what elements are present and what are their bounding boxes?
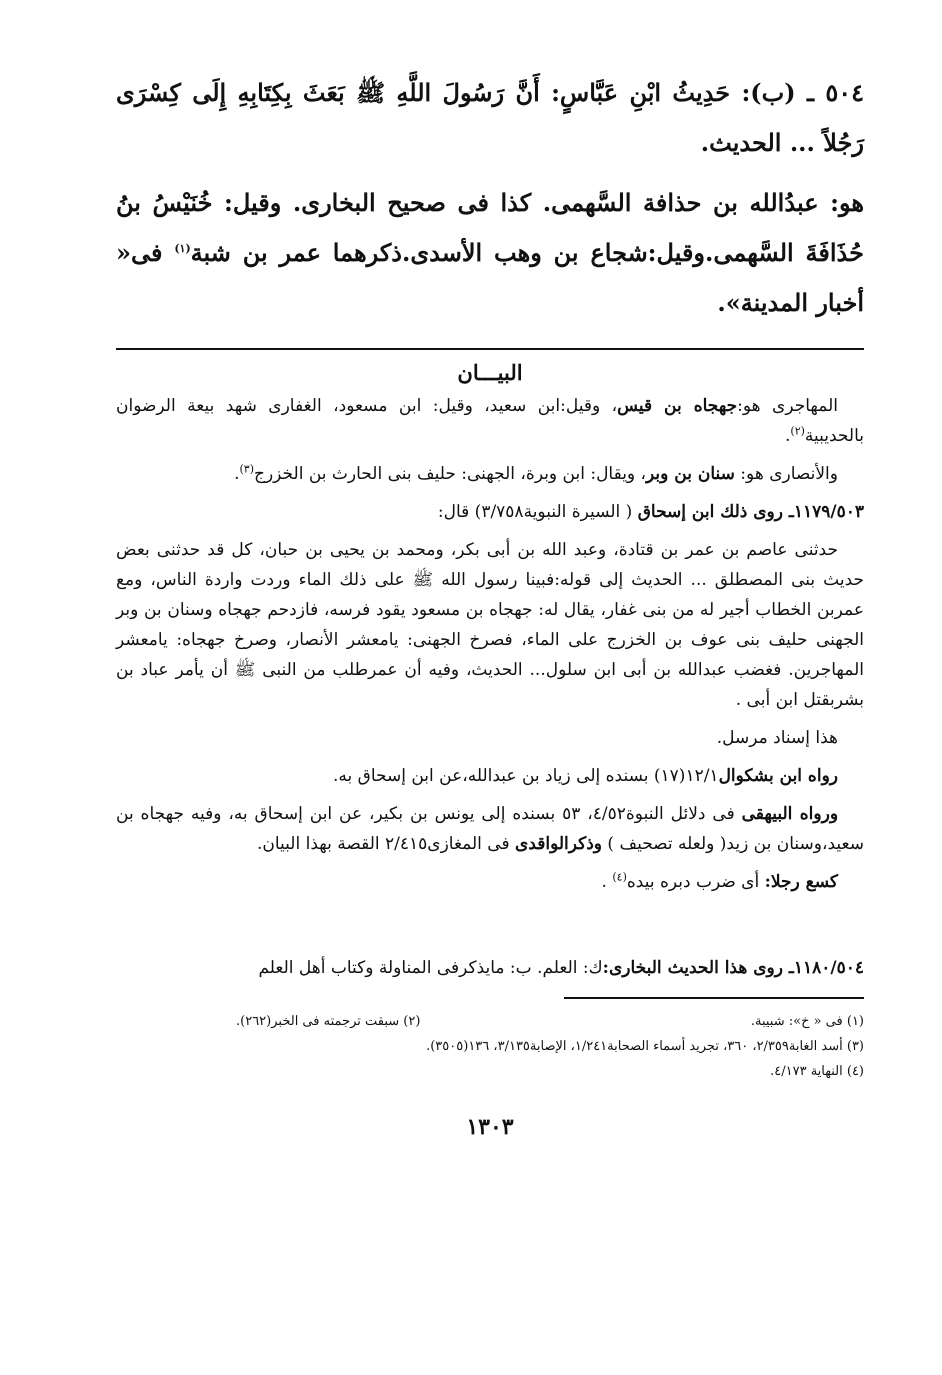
- hadith-number: ١١٧٩/٥٠٣ـ روى ذلك ابن إسحاق: [637, 502, 864, 522]
- paragraph-muhajiri: [116, 391, 864, 451]
- person-name: سنان بن وبر: [646, 464, 735, 484]
- text-run: فى المغازى٢/٤١٥ القصة بهذا البيان.: [256, 834, 515, 854]
- section-divider: [116, 348, 864, 350]
- paragraph-kasa: [116, 867, 864, 897]
- text-run: وذكرالواقدى: [515, 834, 603, 854]
- paragraph-ibn-ishaq-heading: [116, 497, 864, 527]
- text-run: .: [234, 464, 240, 484]
- text-run: والأنصارى هو:: [734, 464, 838, 484]
- bayan-section: [116, 391, 864, 897]
- paragraph-narration: حدثنى عاصم بن عمر بن قتادة، وعبد الله بن أبى بكر، ومحمد بن يحيى بن حبان، كل قد حدثنى بعض حديث بنى المصطلق ... الحديث إلى قوله:فبينا رسول الله ﷺ على ذلك الماء وردت واردة الناس، ومع عمربن الخطاب أجير له من بنى غفار، يقال له: جهجاه بن مسعود يقود فرسه، فازدحم جهجاه وسنان بن وبر الجهنى حليف بنى عوف بن الخزرج على الماء، فصرخ الجهنى: يامعشر الأنصار، وصرخ جهجاه: يامعشر المهاجرين. فغضب عبدالله بن أبى ابن سلول... الحديث، وفيه أن عمرطلب من النبى ﷺ أن يأمر عباد بن بشربقتل ابن أبى .: [116, 540, 864, 710]
- text-run: ، ويقال: ابن وبرة، الجهنى: حليف بنى الحارث بن الخزرج: [253, 464, 647, 484]
- footnote-ref: (٣): [239, 462, 254, 476]
- paragraph-isnad: هذا إسناد مرسل.: [716, 728, 838, 748]
- person-name: جهجاه بن قيس: [617, 396, 738, 416]
- bayan-title: البيـــان: [457, 360, 523, 385]
- paragraph-ansari: [116, 459, 864, 489]
- text-run: المهاجرى هو:: [737, 396, 839, 416]
- footnotes: [116, 1009, 864, 1084]
- text-run: .: [784, 426, 791, 446]
- identity-text: هو: عبدُالله بن حذافة السَّهمى. كذا فى صحيح البخارى. وقيل: خُنَيْسُ بنُ حُذَافَةَ السَّهمى.وقيل:شجاع بن وهب الأسدى.ذكرهما عمر بن شبة: [116, 188, 864, 267]
- page-number: ١٣٠٣: [466, 1114, 514, 1140]
- paragraph-ibn-bashkuwal: [116, 761, 864, 791]
- footnote-4: (٤) النهاية ٤/١٧٣.: [770, 1064, 864, 1079]
- text-run: ١٢/١(١٧) بسنده إلى زياد بن عبدالله،عن ابن إسحاق به.: [333, 766, 719, 786]
- footnote-ref: (٤): [612, 870, 627, 884]
- identity-paragraph: [116, 178, 864, 328]
- hadith-number: ١١٨٠/٥٠٤ـ روى هذا الحديث البخارى:: [602, 958, 864, 978]
- text-run: أى ضرب دبره بيده: [626, 872, 765, 892]
- footnote-2: (٢) سبقت ترجمته فى الخبر(٢٦٢).: [236, 1014, 421, 1029]
- text-run: كسع رجلا:: [764, 872, 838, 892]
- text-run: ، وقيل:ابن سعيد، وقيل: ابن مسعود، الغفارى شهد بيعة الرضوان بالحديبية: [116, 396, 864, 446]
- hadith-heading: ٥٠٤ ـ (ب): حَدِيثُ ابْنِ عَبَّاسٍ: أَنَّ رَسُولَ اللَّهِ ﷺ بَعَثَ بِكِتَابِهِ إِلَى كِسْرَى رَجُلاً ... الحديث.: [116, 78, 864, 157]
- text-run: ك: العلم. ب: مايذكرفى المناولة وكتاب أهل العلم: [258, 958, 603, 978]
- footnote-divider: [564, 997, 864, 999]
- footnote-ref: (١): [174, 242, 191, 255]
- footnote-ref: (٢): [790, 424, 805, 438]
- text-run: رواه ابن بشكوال: [718, 766, 838, 786]
- text-run: فى دلائل النبوة٤/٥٢، ٥٣ بسنده إلى يونس بن بكير، عن ابن إسحاق به، وفيه جهجاه بن سعيد،وسنان بن زيد( ولعله تصحيف ): [116, 804, 864, 854]
- text-run: .: [601, 872, 613, 892]
- footnote-1: (١) فى « خ»: شبيبة.: [750, 1014, 864, 1029]
- paragraph-bayhaqi: [116, 799, 864, 859]
- footnote-row: [116, 1009, 864, 1034]
- next-hadith-line: [116, 953, 864, 983]
- text-run: ( السيرة النبوية٣/٧٥٨) قال:: [437, 502, 638, 522]
- hadith-entry: [116, 68, 864, 328]
- identity-tail: فى« أخبار المدينة».: [116, 238, 864, 317]
- text-run: ورواه البيهقى: [741, 804, 839, 824]
- footnote-3: (٣) أسد الغابة٢/٣٥٩، ٣٦٠، تجريد أسماء الصحابة١/٢٤١، الإصابة٣/١٣٥، ١٣٦(٣٥٠٥).: [426, 1039, 864, 1054]
